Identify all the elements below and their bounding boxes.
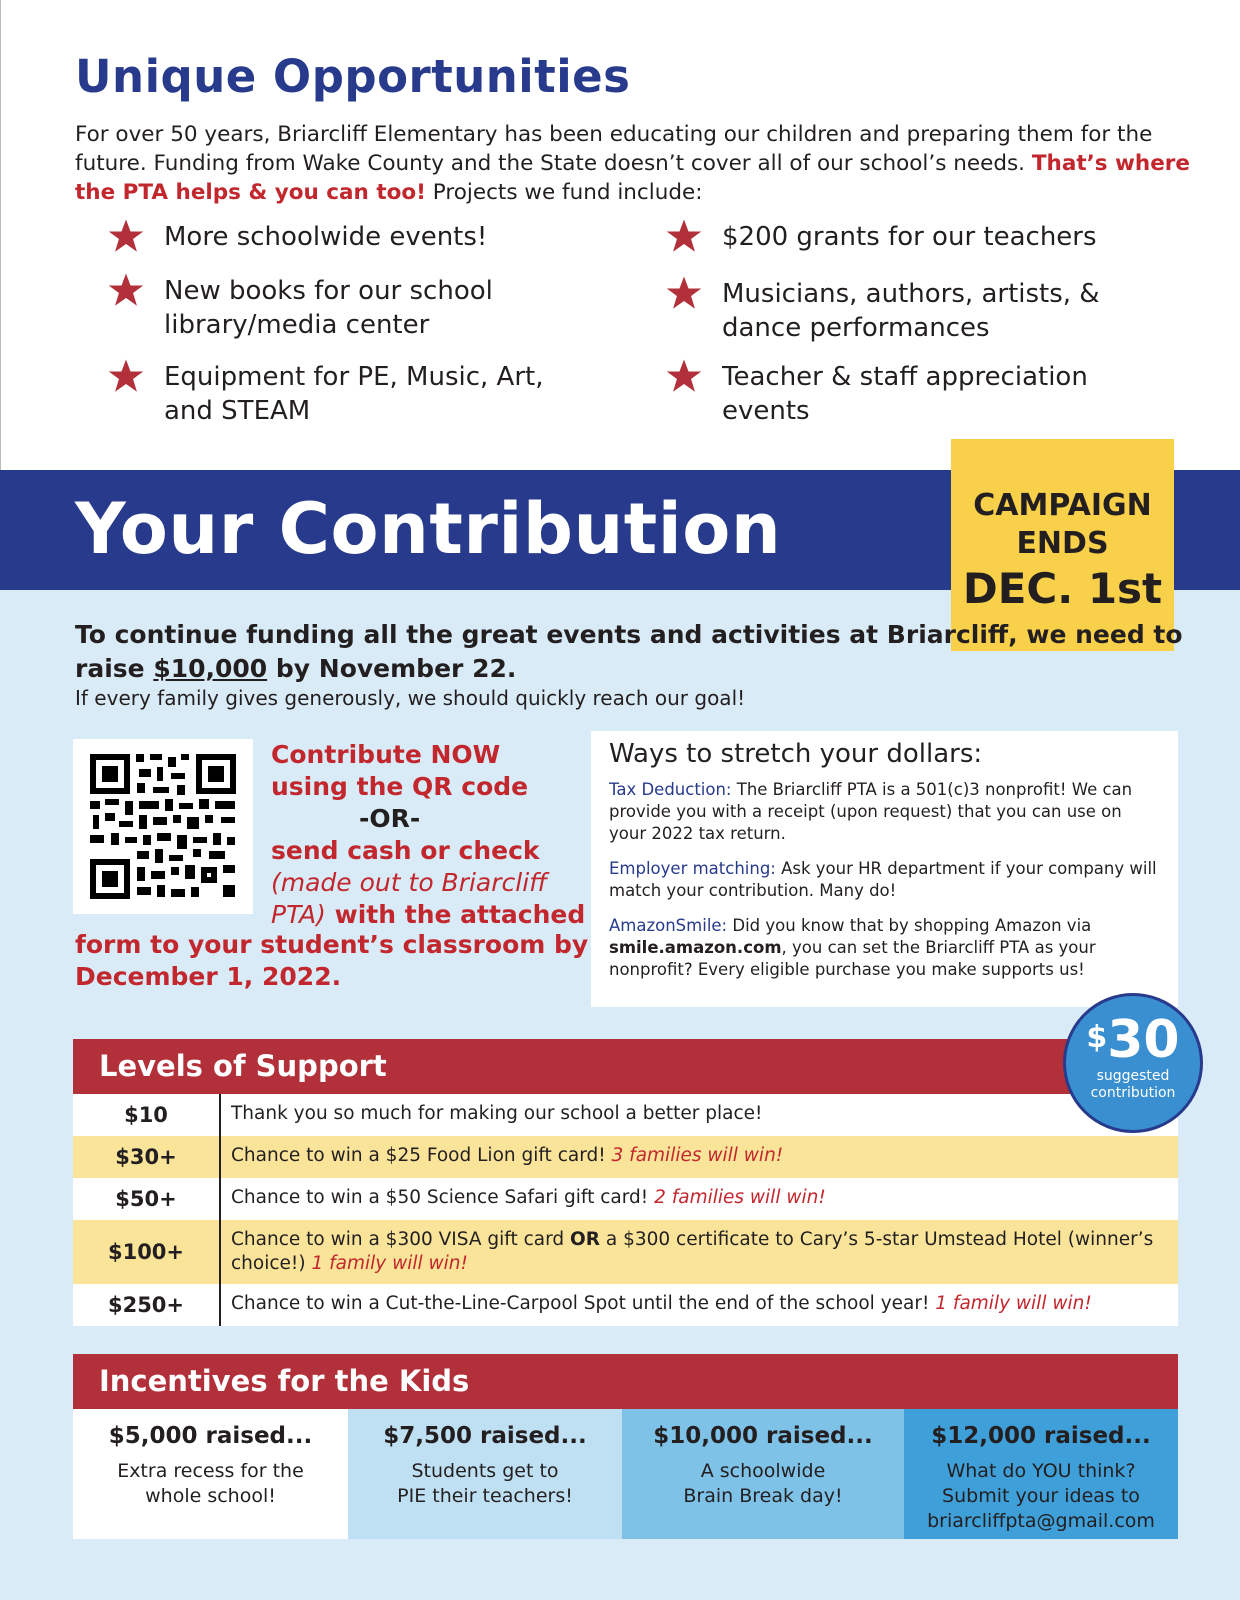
badge-amount (1066, 1012, 1200, 1068)
level-text (221, 1136, 1178, 1178)
level-win: 1 family will win! (935, 1293, 1092, 1314)
incentive-email[interactable]: briarcliffpta@gmail.com (927, 1510, 1155, 1532)
level-text (221, 1094, 1178, 1136)
intro-text-b: Projects we fund include: (425, 180, 703, 205)
project-item (666, 277, 1136, 345)
level-row (73, 1178, 1178, 1220)
ways-item-tax (609, 779, 1160, 845)
incentive-cell (904, 1409, 1178, 1539)
project-item (666, 360, 1136, 428)
intro-paragraph (75, 120, 1205, 207)
project-label: New books for our school library/media center (164, 276, 493, 340)
contribute-text (271, 739, 591, 931)
level-amount: $250+ (73, 1284, 221, 1326)
level-row (73, 1284, 1178, 1326)
cta-line4-wrap (271, 867, 591, 931)
incentive-line1: Students get to (411, 1460, 559, 1482)
project-item (108, 220, 578, 254)
goal-amount: $10,000 (153, 654, 268, 683)
incentive-title: $7,500 raised... (383, 1423, 587, 1449)
incentive-title: $5,000 raised... (108, 1423, 313, 1449)
incentive-cell (348, 1409, 622, 1539)
ways-text: Did you know that by shopping Amazon via (727, 916, 1092, 935)
cta-tail: form to your student’s classroom by December 1, 2022. (75, 930, 589, 991)
project-item (108, 360, 578, 428)
badge-line2: contribution (1090, 1085, 1176, 1101)
incentives-row (73, 1409, 1178, 1539)
level-win: 3 families will win! (611, 1145, 784, 1166)
ways-label: Employer matching: (609, 859, 776, 878)
incentive-line2: PIE their teachers! (397, 1485, 573, 1507)
cta-line2: using the QR code (271, 772, 529, 801)
level-row (73, 1220, 1178, 1284)
star-icon (108, 358, 144, 394)
cta-line3: send cash or check (271, 836, 540, 865)
intro-text-red: That’s where the PTA helps & you can too! (75, 151, 1190, 205)
amazon-link[interactable]: smile.amazon.com (609, 938, 782, 957)
project-label: $200 grants for our teachers (722, 222, 1097, 252)
level-text (221, 1284, 1178, 1326)
contribution-title: Your Contribution (75, 488, 782, 570)
incentive-title: $12,000 raised... (931, 1423, 1151, 1449)
cta-line4: with the attached (325, 900, 586, 929)
level-amount: $10 (73, 1094, 221, 1136)
level-amount: $100+ (73, 1220, 221, 1284)
level-row (73, 1136, 1178, 1178)
star-icon (108, 272, 144, 308)
ways-item-amazon (609, 915, 1160, 981)
campaign-line2: ENDS (1016, 526, 1109, 561)
levels-header: Levels of Support (73, 1039, 1178, 1094)
level-desc: Chance to win a $25 Food Lion gift card! (231, 1145, 612, 1166)
cta-line1: Contribute NOW (271, 740, 501, 769)
level-win: 1 family will win! (311, 1253, 468, 1274)
campaign-line1: CAMPAIGN (973, 488, 1152, 523)
cta-italic: (made out to Briarcliff PTA) (271, 868, 548, 929)
level-desc: Thank you so much for making our school a better place! (231, 1103, 763, 1124)
project-label: More schoolwide events! (164, 222, 488, 252)
project-label: Musicians, authors, artists, & dance performances (722, 279, 1100, 343)
incentive-line2: whole school! (145, 1485, 276, 1507)
level-desc: Chance to win a $300 VISA gift card (231, 1229, 570, 1250)
ways-text: Ask your HR department if your company will match your contribution. Many do! (609, 859, 1157, 900)
incentive-line1: A schoolwide (700, 1460, 826, 1482)
campaign-date: DEC. 1st (962, 564, 1163, 613)
level-amount: $50+ (73, 1178, 221, 1220)
level-desc: Chance to win a Cut-the-Line-Carpool Spot until the end of the school year! (231, 1293, 936, 1314)
incentive-line1: Extra recess for the (117, 1460, 304, 1482)
levels-table (73, 1094, 1178, 1326)
incentives-header: Incentives for the Kids (73, 1354, 1178, 1409)
qr-code-icon (73, 739, 253, 914)
star-icon (666, 358, 702, 394)
ways-box (591, 731, 1178, 1007)
cta-or: -OR- (359, 804, 421, 833)
qr-code[interactable] (73, 739, 253, 914)
incentive-line1: What do YOU think? (946, 1460, 1136, 1482)
badge-currency: $ (1086, 1020, 1108, 1055)
goal-statement (75, 618, 1240, 686)
star-icon (666, 218, 702, 254)
level-or: OR (570, 1229, 600, 1250)
star-icon (108, 218, 144, 254)
incentive-cell (622, 1409, 904, 1539)
unique-title: Unique Opportunities (75, 50, 631, 103)
level-win: 2 families will win! (654, 1187, 826, 1208)
incentive-line2: Brain Break day! (683, 1485, 843, 1507)
level-amount: $30+ (73, 1136, 221, 1178)
project-item (108, 274, 578, 342)
incentive-line2: Submit your ideas to (942, 1485, 1140, 1507)
suggested-badge (1063, 993, 1203, 1133)
ways-text: , you can set the Briarcliff PTA as your nonprofit? Every eligible purchase you make supports us! (609, 938, 1096, 979)
goal-text-b: by November 22. (267, 654, 517, 683)
level-desc: a $300 certificate to Cary’s 5-star Umstead Hotel (winner’s choice!) (231, 1229, 1154, 1274)
intro-text-a: For over 50 years, Briarcliff Elementary has been educating our children and preparing them for the future. Funding from Wake County and the State doesn’t cover all of our school’s needs. (75, 122, 1153, 176)
goal-text-a: To continue funding all the great events and activities at Briarcliff, we need to raise (75, 620, 1183, 683)
project-item (666, 220, 1186, 254)
level-text (221, 1178, 1178, 1220)
badge-line1: suggested (1096, 1068, 1170, 1084)
ways-title: Ways to stretch your dollars: (609, 739, 983, 769)
level-row (73, 1094, 1178, 1136)
level-desc: Chance to win a $50 Science Safari gift card! (231, 1187, 655, 1208)
ways-label: Tax Deduction: (609, 780, 732, 799)
project-label: Equipment for PE, Music, Art, and STEAM (164, 362, 544, 426)
goal-subtext: If every family gives generously, we should quickly reach our goal! (75, 686, 746, 710)
star-icon (666, 275, 702, 311)
ways-label: AmazonSmile: (609, 916, 728, 935)
badge-value: 30 (1107, 1010, 1180, 1070)
level-text (221, 1220, 1178, 1284)
ways-item-employer (609, 858, 1160, 902)
ways-text: The Briarcliff PTA is a 501(c)3 nonprofit! We can provide you with a receipt (upon request) that you can use on your 2022 tax return. (609, 780, 1133, 843)
project-label: Teacher & staff appreciation events (722, 362, 1088, 426)
incentive-cell (73, 1409, 348, 1539)
incentive-title: $10,000 raised... (653, 1423, 873, 1449)
